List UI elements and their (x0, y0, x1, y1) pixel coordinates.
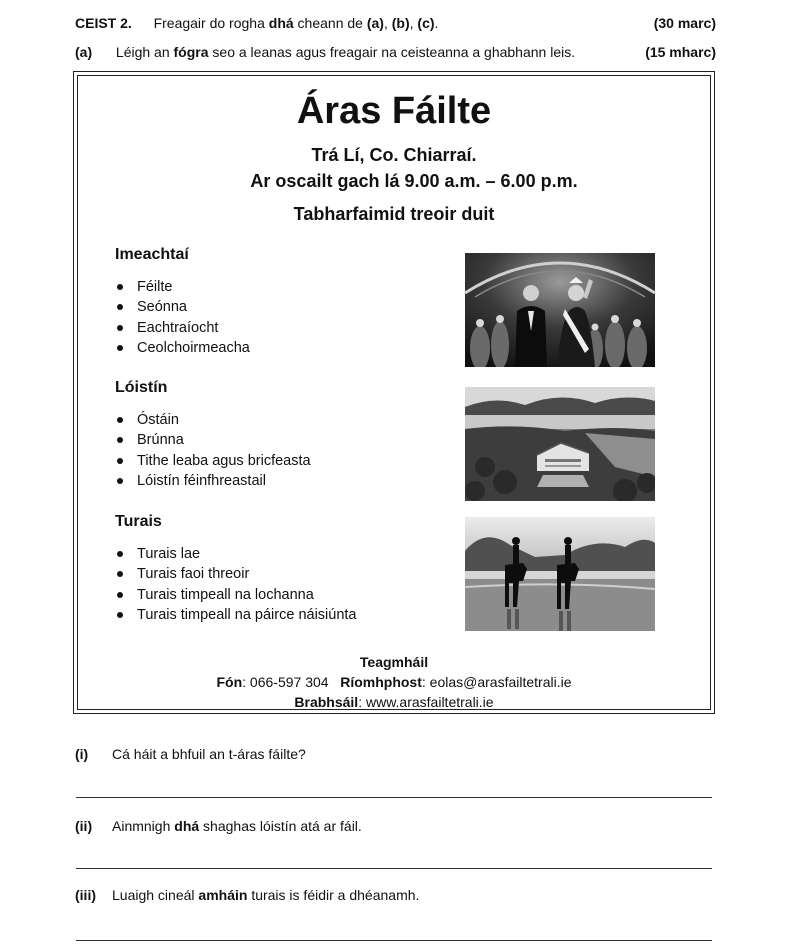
question-ii-text: Ainmnigh dhá shaghas lóistín atá ar fáil. (112, 818, 362, 834)
advert-location: Trá Lí, Co. Chiarraí. (311, 145, 477, 165)
question-instruction: Freagair do rogha dhá cheann de (a), (b), (c). (153, 15, 439, 31)
part-a-label: (a) (75, 44, 93, 60)
question-header (75, 15, 438, 31)
question-iii (75, 887, 419, 903)
section-heading-loistin: Lóistín (115, 379, 168, 396)
question-iii-text: Luaigh cineál amháin turais is féidir a dhéanamh. (112, 887, 420, 903)
list-item: Brúnna (115, 430, 311, 450)
question-iii-label: (iii) (75, 887, 96, 903)
festival-photo (465, 253, 655, 367)
part-a-marks: (15 mharc) (645, 44, 716, 60)
contact-phone-email: Fón: 066-597 304 Ríomhphost: eolas@arasfailtetrali.ie (216, 674, 572, 690)
advert-title: Áras Fáilte (296, 90, 492, 132)
section-heading-turais: Turais (115, 513, 162, 530)
list-item: Eachtraíocht (115, 318, 250, 338)
question-number: CEIST 2. (75, 15, 132, 31)
list-item: Óstáin (115, 410, 311, 430)
list-item: Seónna (115, 297, 250, 317)
section-list-imeachtai (115, 277, 250, 358)
list-item: Tithe leaba agus bricfeasta (115, 451, 311, 471)
part-a-text: Léigh an fógra seo a leanas agus freagair na ceisteanna a ghabhann leis. (115, 44, 576, 60)
question-i (75, 746, 306, 762)
contact-website: Brabhsáil: www.arasfailtetrali.ie (294, 694, 494, 710)
advert-hours: Ar oscailt gach lá 9.00 a.m. – 6.00 p.m. (250, 171, 578, 191)
question-ii-label: (ii) (75, 818, 93, 834)
list-item: Ceolchoirmeacha (115, 338, 250, 358)
question-i-text: Cá háit a bhfuil an t-áras fáilte? (112, 746, 306, 762)
advert-guide: Tabharfaimid treoir duit (293, 204, 495, 224)
question-ii (75, 818, 362, 834)
advert-box (73, 71, 715, 714)
answer-line-ii[interactable] (76, 868, 712, 869)
list-item: Turais timpeall na páirce náisiúnta (115, 605, 357, 625)
contact-heading: Teagmháil (359, 654, 429, 670)
advert-inner-frame (77, 75, 711, 710)
list-item: Turais faoi threoir (115, 564, 357, 584)
section-heading-imeachtai: Imeachtaí (115, 246, 189, 263)
section-list-turais (115, 544, 357, 625)
list-item: Féilte (115, 277, 250, 297)
beach-riders-photo (465, 517, 655, 631)
list-item: Turais lae (115, 544, 357, 564)
hotel-landscape-photo (465, 387, 655, 501)
list-item: Turais timpeall na lochanna (115, 585, 357, 605)
list-item: Lóistín féinfhreastail (115, 471, 311, 491)
question-i-label: (i) (75, 746, 89, 762)
section-list-loistin (115, 410, 311, 491)
answer-line-i[interactable] (76, 797, 712, 798)
question-marks: (30 marc) (653, 15, 716, 31)
part-a-line (75, 44, 575, 60)
answer-line-iii[interactable] (76, 940, 712, 941)
